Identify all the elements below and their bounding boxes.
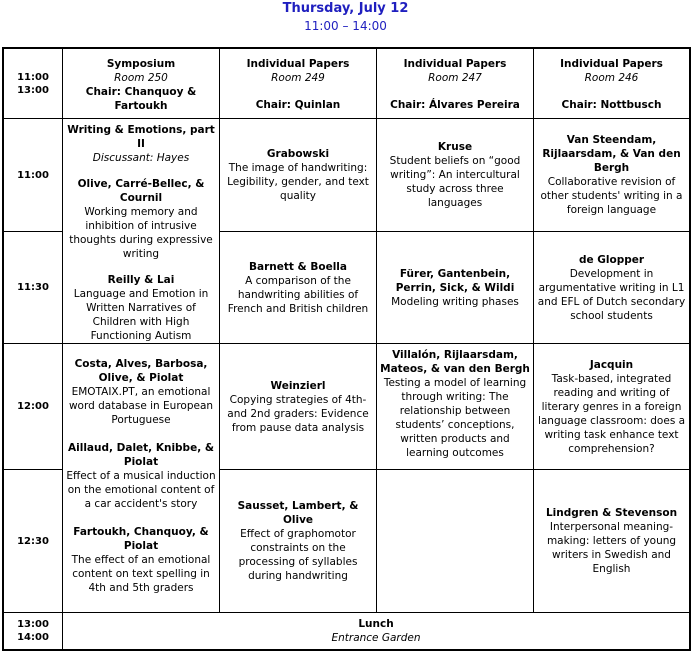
paper-title: The image of handwriting: Legibility, gender, and text quality xyxy=(227,162,369,202)
paper-cell xyxy=(377,119,533,231)
paper-title: EMOTAIX.PT, an emotional word database in European Portuguese xyxy=(68,386,214,426)
column-header-room-250 xyxy=(63,49,219,118)
symposium-title: Writing & Emotions, part II xyxy=(67,124,215,150)
paper-title: Effect of graphomotor constraints on the processing of syllables during handwriting xyxy=(238,528,358,582)
paper-title: The effect of an emotional content on text spelling in 4th and 5th graders xyxy=(71,554,211,594)
time-slot-1100 xyxy=(4,119,62,231)
paper-cell xyxy=(534,470,689,612)
symposium-block-1 xyxy=(63,123,219,343)
paper-title: Working memory and inhibition of intrusive thoughts during expressive writing xyxy=(69,206,213,260)
paper-cell xyxy=(220,344,376,469)
column-header-room-246 xyxy=(534,49,689,118)
session-chair: Chair: Álvares Pereira xyxy=(390,99,520,111)
paper-authors: Weinzierl xyxy=(270,379,326,392)
schedule-date: Thursday, July 12 xyxy=(282,1,409,16)
paper-cell xyxy=(377,232,533,343)
paper-authors: Reilly & Lai xyxy=(107,274,175,286)
paper-authors: Costa, Alves, Barbosa, Olive, & Piolat xyxy=(74,358,208,384)
time-label: 11:30 xyxy=(17,282,49,293)
time-end: 14:00 xyxy=(17,632,49,643)
lunch-label: Lunch xyxy=(358,618,394,630)
room-label: Room 247 xyxy=(428,72,482,84)
time-label: 12:00 xyxy=(17,401,49,412)
paper-authors: Fürer, Gantenbein, Perrin, Sick, & Wildi xyxy=(395,267,515,294)
time-label: 12:30 xyxy=(17,535,49,547)
session-chair: Chair: Nottbusch xyxy=(561,99,662,111)
time-start: 13:00 xyxy=(17,619,49,630)
session-type: Individual Papers xyxy=(246,58,350,70)
paper-title: Collaborative revision of other students' writing in a foreign language xyxy=(540,176,683,216)
time-label: 11:00 xyxy=(17,169,49,181)
paper-authors: Sausset, Lambert, & Olive xyxy=(237,500,359,526)
column-header-room-249 xyxy=(220,49,376,118)
paper-authors: Jacquin xyxy=(589,358,634,371)
paper-cell xyxy=(220,119,376,231)
time-slot-1200 xyxy=(4,344,62,469)
paper-cell xyxy=(377,348,533,469)
room-label: Room 249 xyxy=(271,72,325,84)
time-header-cell xyxy=(4,49,62,118)
paper-authors: Fartoukh, Chanquoy, & Piolat xyxy=(73,526,209,552)
paper-title: Language and Emotion in Written Narratives of Children with High Functioning Autism xyxy=(73,288,209,342)
paper-authors: Villalón, Rijlaarsdam, Mateos, & van den Bergh xyxy=(380,349,530,375)
time-slot-1130 xyxy=(4,232,62,343)
paper-title: Copying strategies of 4th- and 2nd graders: Evidence from pause data analysis xyxy=(227,393,369,434)
paper-authors: Lindgren & Stevenson xyxy=(545,507,678,519)
paper-title: Development in argumentative writing in L1 and EFL of Dutch secondary school students xyxy=(537,267,686,322)
paper-authors: Kruse xyxy=(437,141,473,153)
paper-cell xyxy=(534,119,689,231)
paper-authors: Aillaud, Dalet, Knibbe, & Piolat xyxy=(68,442,214,468)
paper-authors: Barnett & Boella xyxy=(249,260,347,273)
session-chair: Chair: Quinlan xyxy=(255,99,341,111)
paper-authors: Van Steendam, Rijlaarsdam, & Van den Bergh xyxy=(542,134,681,174)
paper-authors: Olive, Carré-Bellec, & Cournil xyxy=(77,178,205,204)
paper-authors: Grabowski xyxy=(266,148,330,160)
column-header-room-247 xyxy=(377,49,533,118)
paper-title: A comparison of the handwriting abilities of French and British children xyxy=(227,274,369,315)
lunch-location: Entrance Garden xyxy=(331,632,421,644)
symposium-block-2 xyxy=(63,357,219,612)
session-type: Individual Papers xyxy=(560,58,663,70)
paper-title: Testing a model of learning through writing: The relationship between students’ conceptions, written products and learning outcomes xyxy=(383,377,527,459)
paper-title: Effect of a musical induction on the emotional content of a car accident's story xyxy=(66,470,216,510)
paper-title: Task-based, integrated reading and writing of literary genres in a foreign language classroom: does a writing task enhance text comprehension? xyxy=(537,372,686,455)
time-slot-lunch xyxy=(4,613,62,649)
session-chair: Chair: Chanquoy & Fartoukh xyxy=(85,86,197,112)
time-start: 11:00 xyxy=(17,71,49,83)
schedule-time-range: 11:00 – 14:00 xyxy=(304,19,387,33)
paper-title: Student beliefs on “good writing”: An intercultural study across three languages xyxy=(389,155,521,209)
paper-cell xyxy=(220,232,376,343)
empty-cell xyxy=(377,470,533,612)
paper-cell xyxy=(534,232,689,343)
lunch-cell xyxy=(63,613,689,649)
symposium-discussant: Discussant: Hayes xyxy=(92,152,190,164)
session-type: Symposium xyxy=(106,58,176,70)
paper-title: Modeling writing phases xyxy=(391,295,519,308)
time-end: 13:00 xyxy=(17,84,49,96)
session-type: Individual Papers xyxy=(403,58,507,70)
room-label: Room 250 xyxy=(114,72,168,84)
paper-title: Interpersonal meaning-making: letters of young writers in Swedish and English xyxy=(546,521,677,575)
paper-authors: de Glopper xyxy=(578,253,645,266)
paper-cell xyxy=(220,470,376,612)
time-slot-1230 xyxy=(4,470,62,612)
room-label: Room 246 xyxy=(584,72,639,84)
paper-cell xyxy=(534,344,689,469)
